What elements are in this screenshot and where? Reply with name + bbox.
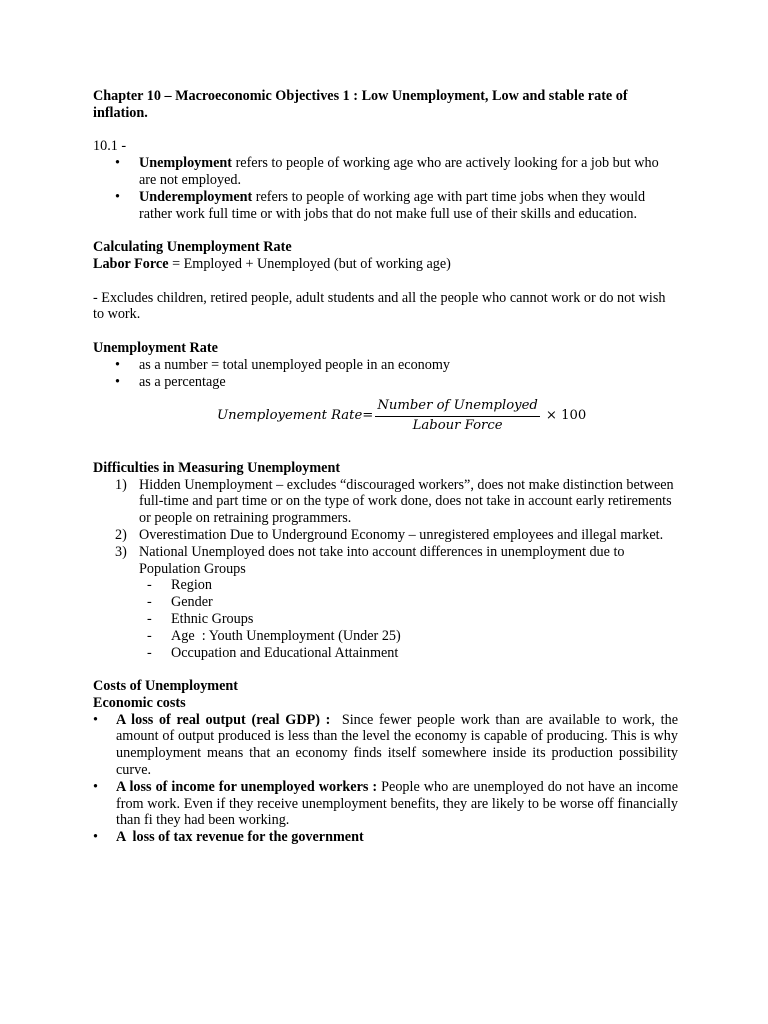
bullet-icon: •	[115, 356, 120, 373]
definition-text: refers to people of working age with part time jobs when they would rather work full time or with jobs that do not make full use of their skills and education.	[139, 188, 646, 222]
chapter-title: Chapter 10 – Macroeconomic Objectives 1 : Low Unemployment, Low and stable rate of inflation.	[93, 88, 628, 121]
formula-fraction	[375, 398, 540, 435]
dash-icon: -	[147, 644, 152, 661]
document-content	[93, 88, 682, 846]
rate-bullet: • as a percentage	[115, 373, 226, 390]
formula-denominator: Labour Force	[412, 418, 503, 434]
population-group-item: - Ethnic Groups	[147, 610, 254, 627]
labor-force-term: Labor Force	[93, 255, 169, 272]
bullet-icon: •	[93, 711, 98, 728]
dash-icon: -	[147, 610, 152, 627]
definition-item	[93, 189, 678, 223]
section-label: 10.1 -	[93, 138, 127, 155]
definition-item	[93, 155, 678, 189]
rate-bullet: • as a number = total unemployed people in an economy	[115, 356, 450, 373]
unemployment-rate-formula	[217, 398, 678, 435]
population-group-item: - Region	[147, 577, 212, 594]
formula-multiplier: × 100	[545, 408, 587, 424]
rate-heading: Unemployment Rate	[93, 339, 218, 356]
formula-lhs: Unemployement Rate	[217, 408, 363, 424]
definition-term: Underemployment	[139, 188, 253, 205]
difficulty-item: 3) National Unemployed does not take into account differences in unemployment due to Population Groups	[115, 543, 625, 577]
bullet-icon: •	[115, 373, 120, 390]
difficulty-item: 2) Overestimation Due to Underground Economy – unregistered employees and illegal market.	[115, 526, 664, 543]
formula-numerator: Number of Unemployed	[375, 398, 540, 417]
labor-force-text: = Employed + Unemployed (but of working age)	[168, 255, 451, 272]
dash-icon: -	[147, 577, 152, 594]
economic-cost-item: • A loss of income for unemployed workers : People who are unemployed do not have an income from work. Even if they receive unemployment benefits, they are likely to be worse off financially than fi they had been working.	[93, 778, 678, 829]
population-group-item: - Occupation and Educational Attainment	[147, 644, 399, 661]
economic-cost-item: • A loss of tax revenue for the government	[93, 829, 364, 846]
population-group-item: - Gender	[147, 594, 213, 611]
costs-heading: Costs of Unemployment	[93, 678, 239, 695]
population-group-item: - Age : Youth Unemployment (Under 25)	[147, 627, 401, 644]
formula-equals: =	[362, 408, 374, 424]
economic-costs-heading: Economic costs	[93, 694, 186, 711]
dash-icon: -	[147, 594, 152, 611]
difficulties-heading: Difficulties in Measuring Unemployment	[93, 459, 341, 476]
excludes-text: - Excludes children, retired people, adult students and all the people who cannot work or do not wish to work.	[93, 289, 666, 323]
bullet-icon: •	[93, 829, 98, 846]
difficulty-item: 1) Hidden Unemployment – excludes “discouraged workers”, does not make distinction between full-time and part time or on the type of work done, does not take in account early retirements or people on retraining programmers.	[115, 476, 674, 527]
dash-icon: -	[147, 627, 152, 644]
calc-heading: Calculating Unemployment Rate	[93, 239, 292, 256]
economic-cost-item: • A loss of real output (real GDP) : Since fewer people work than are available to work, the amount of output produced is less than the level the economy is capable of producing. This is why unemployment means that an economy finds itself somewhere inside its production possibility curve.	[93, 711, 682, 779]
bullet-icon: •	[115, 188, 120, 205]
bullet-icon: •	[93, 778, 98, 795]
labor-force-line	[93, 256, 678, 273]
bullet-icon: •	[115, 155, 120, 172]
definition-term: Unemployment	[139, 155, 233, 172]
definition-text: refers to people of working age who are actively looking for a job but who are not employed.	[139, 155, 659, 188]
